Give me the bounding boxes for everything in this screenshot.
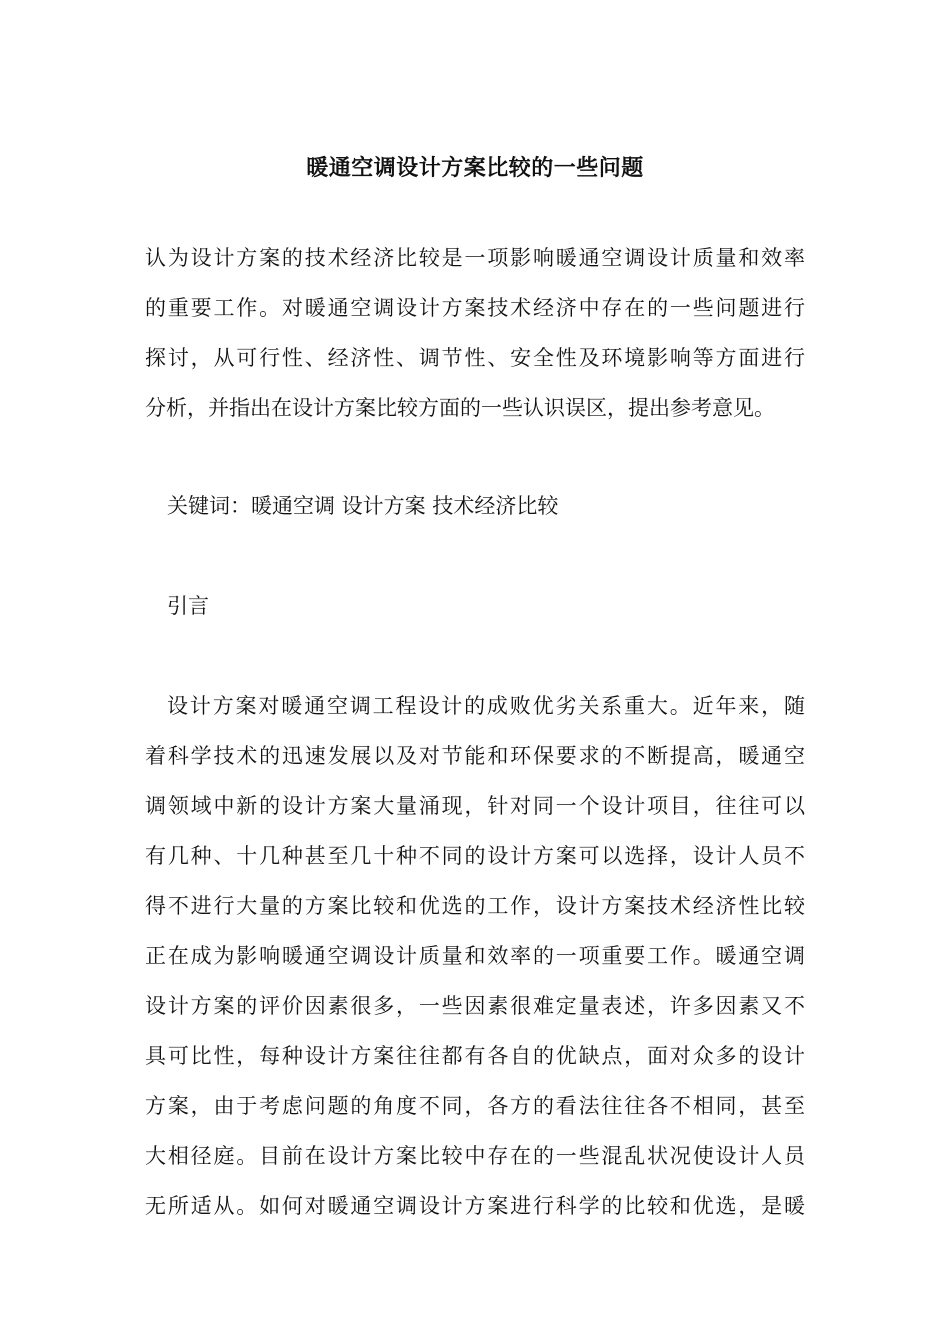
body-line: 调领域中新的设计方案大量涌现，针对同一个设计项目，往往可以 [145,794,805,818]
body-line: 得不进行大量的方案比较和优选的工作，设计方案技术经济性比较 [145,894,805,918]
keywords-line: 关键词：暖通空调 设计方案 技术经济比较 [167,494,559,518]
section-heading: 引言 [167,594,209,618]
body-line: 正在成为影响暖通空调设计质量和效率的一项重要工作。暖通空调 [145,944,805,968]
body-line: 具可比性，每种设计方案往往都有各自的优缺点，面对众多的设计 [145,1044,805,1068]
body-line: 设计方案对暖通空调工程设计的成败优劣关系重大。近年来，随 [167,694,805,718]
body-line: 设计方案的评价因素很多，一些因素很难定量表述，许多因素又不 [145,994,805,1018]
body-line: 大相径庭。目前在设计方案比较中存在的一些混乱状况使设计人员 [145,1144,805,1168]
body-line: 无所适从。如何对暖通空调设计方案进行科学的比较和优选，是暖 [145,1194,805,1218]
abstract-line: 的重要工作。对暖通空调设计方案技术经济中存在的一些问题进行 [145,296,805,320]
document-title: 暖通空调设计方案比较的一些问题 [306,155,644,181]
abstract-line: 分析，并指出在设计方案比较方面的一些认识误区，提出参考意见。 [145,396,775,420]
abstract-line: 认为设计方案的技术经济比较是一项影响暖通空调设计质量和效率 [145,246,805,270]
body-line: 方案，由于考虑问题的角度不同，各方的看法往往各不相同，甚至 [145,1094,805,1118]
body-line: 有几种、十几种甚至几十种不同的设计方案可以选择，设计人员不 [145,844,805,868]
body-line: 着科学技术的迅速发展以及对节能和环保要求的不断提高，暖通空 [145,744,805,768]
abstract-line: 探讨，从可行性、经济性、调节性、安全性及环境影响等方面进行 [145,346,805,370]
